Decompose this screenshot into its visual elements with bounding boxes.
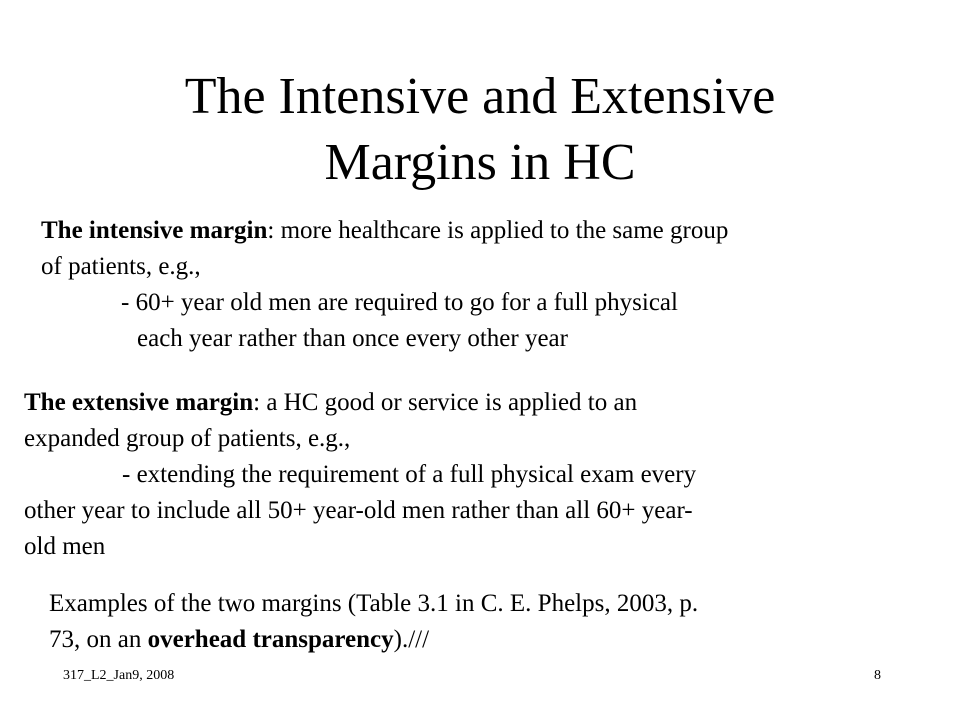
intensive-term: The intensive margin xyxy=(41,217,268,244)
examples-prefix: 73, on an xyxy=(49,626,148,653)
extensive-term: The extensive margin xyxy=(24,389,254,416)
intensive-definition: : more healthcare is applied to the same group xyxy=(267,217,729,244)
intensive-line-1 xyxy=(41,213,728,249)
examples-line-2 xyxy=(49,622,698,658)
extensive-example-line-1: - extending the requirement of a full physical exam every xyxy=(122,461,697,488)
intensive-example-line-1: - 60+ year old men are required to go for a full physical xyxy=(121,289,678,316)
intensive-margin-paragraph xyxy=(41,213,728,357)
examples-line-1: Examples of the two margins (Table 3.1 in C. E. Phelps, 2003, p. xyxy=(49,590,699,617)
extensive-example-line-3: old men xyxy=(24,533,106,560)
extensive-margin-paragraph xyxy=(24,385,696,565)
extensive-definition: : a HC good or service is applied to an xyxy=(253,389,638,416)
examples-paragraph xyxy=(49,586,698,658)
page-number: 8 xyxy=(874,668,881,683)
examples-suffix: )./// xyxy=(393,626,430,653)
slide-title xyxy=(0,64,960,196)
footer-lecture-label: 317_L2_Jan9, 2008 xyxy=(63,668,175,683)
intensive-example-line-2: each year rather than once every other year xyxy=(137,325,568,352)
extensive-line-1 xyxy=(24,385,696,421)
extensive-line-2: expanded group of patients, e.g., xyxy=(24,425,351,452)
slide-title-line-2: Margins in HC xyxy=(324,134,636,191)
slide-title-line-1: The Intensive and Extensive xyxy=(184,68,776,125)
extensive-example-line-2: other year to include all 50+ year-old men rather than all 60+ year- xyxy=(24,497,693,524)
overhead-transparency-emphasis: overhead transparency xyxy=(147,626,394,653)
intensive-line-2: of patients, e.g., xyxy=(41,253,201,280)
